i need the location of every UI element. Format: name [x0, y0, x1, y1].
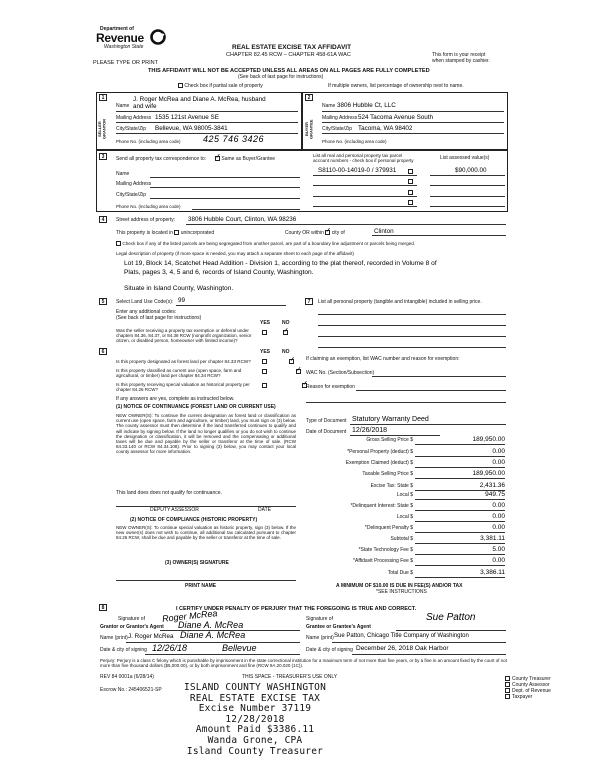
tax-row — [305, 513, 505, 523]
located-row — [116, 230, 214, 237]
tax-row-value[interactable]: 0.00 — [415, 459, 505, 468]
boundary-row — [116, 241, 506, 248]
form-title: REAL ESTATE EXCISE TAX AFFIDAVIT — [232, 44, 352, 51]
tax-row-label: *Personal Property (deduct) $ — [347, 449, 413, 455]
deputy-date-label: DATE — [258, 507, 271, 513]
tax-row-label: Total Due $ — [387, 570, 413, 576]
please-type: PLEASE TYPE OR PRINT — [93, 60, 159, 66]
doc-type[interactable]: Statutory Warranty Deed — [352, 416, 429, 423]
same-as-buyer-label: Same as Buyer/Grantee — [221, 155, 276, 162]
buyer-mailing[interactable]: 524 Tacoma Avenue South — [358, 114, 434, 121]
grantor-signature[interactable]: Roger McRea — [161, 608, 218, 624]
tax-row-value[interactable]: 189,950.00 — [415, 470, 505, 479]
land-use-code[interactable]: 99 — [178, 297, 186, 304]
grantor-name-print-2[interactable]: Diane A. McRea — [180, 630, 246, 640]
tax-row — [305, 569, 505, 579]
tax-row — [305, 436, 505, 446]
street-label: Street address of property: — [116, 217, 176, 223]
perjury-notice: Perjury: Perjury is a class C felony which is punishable by imprisonment in the state correctional institution for a maximum term of not more than five years, or by a fine in an amount fixed by the court of not more than five thousand dollars ($5,000.00), or by both imprisonment and fine (RCW 9A.20.020 (1C)). — [100, 658, 507, 669]
grantor-name-label: Name (print) — [100, 635, 128, 641]
grantee-name-label: Name (print) — [306, 635, 334, 641]
stamp-line: Island County Treasurer — [186, 745, 324, 757]
grantor-signature-2[interactable]: Diane A. McRea — [178, 620, 244, 630]
seller-city-label: City/State/Zip — [116, 126, 147, 132]
notice-historic-title: (2) NOTICE OF COMPLIANCE (HISTORIC PROPERTY) — [130, 517, 258, 523]
print-name-label: PRINT NAME — [185, 583, 217, 589]
receipt-note: This form is your receipt — [432, 52, 486, 58]
parcel-personal-checkbox-4[interactable] — [408, 200, 413, 205]
copy-label: County Treasurer — [512, 675, 551, 682]
grantor-sig-label: Signature of — [118, 616, 145, 622]
land-use-yes: YES — [260, 320, 271, 326]
parcel-header: List all real and personal property tax parcel account numbers - check box if personal property — [313, 153, 414, 164]
tax-row — [305, 491, 505, 501]
unincorporated-label: unincorporated — [180, 229, 215, 236]
tax-row-label: *State Technology Fee $ — [358, 547, 413, 553]
wac-label: WAC No. (Section/Subsection) — [306, 370, 375, 376]
county-within-row — [285, 230, 345, 237]
tax-row — [305, 535, 505, 545]
tax-row-label: *Delinquent Penalty $ — [364, 525, 413, 531]
buyer-phone-label: Phone No. (including area code) — [322, 139, 387, 144]
forest-q1-no[interactable] — [289, 359, 294, 364]
doc-date-label: Date of Document — [306, 429, 347, 435]
stamp-line: ISLAND COUNTY WASHINGTON — [183, 682, 327, 693]
forest-no: NO — [282, 349, 290, 355]
seller-phone-label: Phone No. (including area code) — [116, 139, 181, 144]
section-5-number: 5 — [99, 298, 107, 305]
land-use-see-back: (See back of last page for instructions) — [116, 315, 202, 321]
grantee-date[interactable]: December 26, 2018 Oak Harbor — [356, 645, 449, 652]
exemption-no-checkbox[interactable] — [283, 330, 288, 335]
tax-row — [305, 557, 505, 567]
see-instructions: *SEE INSTRUCTIONS — [376, 589, 427, 595]
tax-row — [305, 524, 505, 534]
assessed-header: List assessed value(s) — [440, 155, 490, 161]
buyer-city-label: City/State/Zip — [322, 126, 353, 132]
certify-statement: I CERTIFY UNDER PENALTY OF PERJURY THAT THE FOREGOING IS TRUE AND CORRECT. — [176, 606, 417, 612]
tax-row-value[interactable]: 0.00 — [415, 524, 505, 533]
tax-row — [305, 502, 505, 512]
tax-row-value[interactable]: 189,950.00 — [415, 436, 505, 445]
tax-row-value[interactable]: 949.75 — [415, 491, 505, 500]
copy-checkbox[interactable] — [505, 688, 510, 693]
tax-row — [305, 459, 505, 469]
copy-checkbox[interactable] — [505, 694, 510, 699]
legal-line-1[interactable]: Lot 19, Block 14, Scatchet Head Addition - Division 1, according to the plat thereof, recorded in Volume 8 of — [124, 260, 437, 267]
additional-codes-label: Enter any additional codes: — [116, 309, 177, 315]
parcel-personal-checkbox-2[interactable] — [408, 179, 413, 184]
tax-row-value[interactable]: 5.00 — [415, 546, 505, 555]
copy-label: County Assessor — [512, 681, 550, 688]
tax-row-label: Gross Selling Price $ — [366, 437, 413, 443]
forest-yes: YES — [260, 349, 271, 355]
stamp-line: Amount Paid $3386.11 — [195, 724, 315, 736]
forest-q3-yes[interactable] — [262, 383, 267, 388]
forest-q2: Is this property classified as current use (open space, farm and agricultural, or timber) land per chapter 84.34 RCW? — [116, 368, 242, 379]
section-6-number: 6 — [99, 348, 107, 355]
exemption-question: Was the seller receiving a property tax exemption or deferral under chapters 84.36, 84.37, or 84.38 RCW (nonprofit organization, senior citizen, or disabled person, homeowner with limited income)? — [116, 328, 252, 344]
street-address[interactable]: 3806 Hubble Court, Clinton, WA 98236 — [188, 216, 297, 223]
tax-row-value[interactable]: 0.00 — [415, 557, 505, 566]
buyer-city[interactable]: Tacoma, WA 98402 — [358, 125, 413, 132]
grantee-sig-label: Signature of — [306, 616, 333, 622]
revenue-label: Revenue — [96, 31, 144, 45]
notice-continuance-text: NEW OWNER(S): To continue the current designation as forest land or classification as current use (open space, farm and agriculture, or timber) land, you must sign on (3) below. The county assessor must then determine if the land transferred continues to qualify and will indicate by signing below. If the land no longer qualifies or you do not wish to continue the designation or classification, it will be removed and the compensating or additional taxes will be due and payable by the seller or transferor at the time of sale. (RCW 84.33.140 or RCW 84.34.108). Prior to signing (3) below, you may contact your local county assessor for more information. — [116, 413, 296, 455]
tax-row-value[interactable]: 3,381.11 — [415, 535, 505, 544]
legal-line-2[interactable]: Plats, pages 3, 4, 5 and 6, records of Island County, Washington. — [124, 269, 314, 276]
tax-row-value[interactable]: 0.00 — [415, 513, 505, 522]
owner-signature-label: (3) OWNER(S) SIGNATURE — [165, 560, 229, 566]
forest-q2-no[interactable] — [296, 369, 301, 374]
copy-checkbox[interactable] — [505, 682, 510, 687]
copy-checkbox[interactable] — [505, 676, 510, 681]
if-yes-note: If any answers are yes, complete as instructed below. — [116, 396, 235, 402]
county-within-label: County OR within — [285, 229, 324, 236]
tax-row-label: Subtotal $ — [390, 536, 413, 542]
parcel-personal-checkbox-1[interactable] — [408, 169, 413, 174]
city-of-checkbox[interactable] — [325, 230, 330, 235]
tax-row-label: Local $ — [396, 514, 413, 520]
corr-city-label: City/State/Zip — [116, 192, 147, 198]
forest-q3: Is this property receiving special valuation as historical property per chapter 84.26 RCW? — [116, 382, 250, 393]
tax-row-label: *Affidavit Processing Fee $ — [353, 558, 413, 564]
form-chapter: CHAPTER 82.45 RCW – CHAPTER 458-61A WAC — [226, 52, 351, 58]
grantee-date-label: Date & city of signing — [306, 647, 353, 653]
dor-swoosh-icon — [150, 29, 166, 45]
forest-q2-yes[interactable] — [262, 369, 267, 374]
tax-row-value[interactable]: 2,431.36 — [415, 482, 505, 491]
escrow-number: Escrow No.: 245406521-SP — [100, 687, 162, 693]
partial-sale-checkbox[interactable] — [178, 83, 183, 88]
buyer-name[interactable]: 3806 Hubble Ct, LLC — [337, 102, 396, 109]
personal-property-label: List all personal property (tangible and intangible) included in selling price. — [318, 299, 482, 305]
stamp-line: Excise Number 37119 — [198, 703, 312, 715]
located-label: This property is located in — [116, 229, 173, 236]
tax-row-value[interactable]: 0.00 — [415, 502, 505, 511]
corr-name-label: Name — [116, 171, 130, 177]
rev-number: REV 84 0001a (6/28/14) — [100, 674, 154, 680]
seller-side-label: SELLER GRANTOR — [97, 118, 107, 140]
doc-type-label: Type of Document — [306, 418, 347, 424]
partial-sale-label: Check box if partial sale of property — [184, 82, 263, 89]
dept-of-label: Department of — [100, 26, 134, 32]
corr-mailing-label: Mailing Address — [116, 181, 152, 187]
tax-row-label: Excise Tax: State $ — [370, 483, 413, 489]
stamp-line: 12/28/2018 — [225, 713, 285, 725]
tax-row-label: *Delinquent Interest: State $ — [350, 503, 413, 509]
stamp-line: Wanda Grone, CPA — [207, 735, 303, 746]
minimum-fee-note: A MINIMUM OF $10.00 IS DUE IN FEE(S) AND/OR TAX — [336, 583, 463, 589]
forest-q1: Is this property designated as forest land per chapter 84.33 RCW? — [116, 359, 251, 364]
notice-continuance-title: (1) NOTICE OF CONTINUANCE (FOREST LAND OR CURRENT USE) — [116, 404, 276, 410]
parcel-number[interactable]: S8110-00-14019-0 / 379931 — [318, 167, 397, 174]
grantee-signature[interactable]: Sue Patton — [426, 612, 476, 623]
seller-mailing[interactable]: 1535 121st Avenue SE — [155, 114, 219, 121]
exemption-yes-checkbox[interactable] — [262, 330, 267, 335]
exemption-claim-label: If claiming an exemption, list WAC number and reason for exemption: — [306, 356, 460, 362]
grantor-date-label: Date & city of signing — [100, 647, 147, 653]
tax-row — [305, 448, 505, 458]
land-use-no: NO — [282, 320, 290, 326]
buyer-mailing-label: Mailing Address — [322, 115, 358, 121]
tax-row-label: Taxable Selling Price $ — [362, 471, 413, 477]
corr-phone-label: Phone No. (including area code) — [116, 204, 181, 209]
assessed-value[interactable]: $90,000.00 — [455, 167, 487, 174]
grantee-agent-label: Grantee or Grantee's Agent — [306, 624, 371, 630]
section-3-number: 3 — [99, 153, 107, 160]
deputy-assessor-label: DEPUTY ASSESSOR — [150, 507, 199, 513]
copy-label: Dept. of Revenue — [512, 687, 551, 694]
receipt-note-2: when stamped by cashier. — [432, 58, 490, 64]
boundary-checkbox[interactable] — [116, 241, 121, 246]
tax-row — [305, 470, 505, 480]
seller-city[interactable]: Bellevue, WA 98005-3841 — [155, 125, 228, 132]
grantor-agent-label: Grantor or Grantor's Agent — [100, 624, 164, 630]
legal-line-3[interactable]: Situate in Island County, Washington. — [124, 285, 234, 292]
section-7-number: 7 — [305, 298, 313, 305]
state-label: Washington State — [104, 44, 144, 50]
buyer-side-label: BUYER GRANTEE — [304, 119, 314, 139]
tax-row — [305, 546, 505, 556]
buyer-name-label: Name — [322, 103, 336, 109]
treasurer-use-only: THIS SPACE - TREASURER'S USE ONLY — [242, 674, 338, 680]
partial-sale-row — [178, 83, 263, 90]
section-4-number: 4 — [99, 216, 107, 223]
seller-name-2[interactable]: and wife — [133, 103, 157, 110]
section-2-number: 2 — [305, 94, 313, 101]
same-as-buyer-checkbox[interactable] — [215, 156, 220, 161]
property-city[interactable]: Clinton — [374, 228, 394, 235]
see-back-note: (See back of last page for instructions) — [238, 74, 324, 80]
unincorporated-checkbox[interactable] — [174, 230, 179, 235]
seller-name[interactable]: J. Roger McRea and Diane A. McRea, husband — [133, 96, 266, 103]
grantor-date[interactable]: 12/26/18 — [152, 643, 188, 653]
city-of-label: city of — [331, 229, 345, 236]
tax-row-value[interactable]: 3,386.11 — [415, 569, 505, 578]
doc-date[interactable]: 12/26/2018 — [352, 427, 388, 434]
same-as-buyer-row — [215, 156, 275, 163]
section-8-number: 8 — [99, 604, 107, 611]
section-1-number: 1 — [99, 94, 107, 101]
tax-row-label: Exemption Claimed (deduct) $ — [345, 460, 413, 466]
warning-banner: THIS AFFIDAVIT WILL NOT BE ACCEPTED UNLESS ALL AREAS ON ALL PAGES ARE FULLY COMPLETED — [148, 68, 430, 74]
seller-name-label: Name — [116, 103, 130, 109]
notice-historic-text: NEW OWNER(S): To continue special valuation as historic property, sign (3) below. If the new owner(s) does not wish to continue, all additional tax calculated pursuant to chapter 84.26 RCW, shall be due and payable by the seller or transferor at the time of sale. — [116, 525, 296, 541]
boundary-label: Check box if any of the listed parcels are being segregated from another parcel, are part of a boundary line adjustment or parcels being merged. — [122, 241, 416, 246]
seller-phone[interactable]: 425 746 3426 — [203, 134, 265, 144]
tax-row-label: Local $ — [396, 492, 413, 498]
send-correspondence-label: Send all property tax correspondence to: — [116, 156, 207, 162]
legal-label: Legal description of property (if more space is needed, you may attach a separate sheet to each page of the affidavit) — [116, 251, 354, 256]
land-use-label: Select Land Use Code(s): — [116, 299, 174, 305]
exemption-reason-label: Reason for exemption — [306, 384, 355, 390]
grantor-name-print[interactable]: J. Roger McRea — [128, 633, 174, 640]
grantor-city[interactable]: Bellevue — [222, 643, 257, 653]
copy-option — [505, 694, 532, 701]
copy-label: Taxpayer — [512, 693, 533, 700]
stamp-line: REAL ESTATE EXCISE TAX — [189, 692, 321, 704]
multiple-owners-note: If multiple owners, list percentage of ownership next to name. — [328, 83, 464, 89]
seller-mailing-label: Mailing Address — [116, 115, 152, 121]
parcel-personal-checkbox-3[interactable] — [408, 190, 413, 195]
tax-row-value[interactable]: 0.00 — [415, 448, 505, 457]
grantee-name-print[interactable]: Sue Patton, Chicago Title Company of Washington — [334, 633, 469, 639]
qualify-statement: This land does does not qualify for continuance. — [116, 490, 222, 496]
forest-q1-yes[interactable] — [262, 359, 267, 364]
